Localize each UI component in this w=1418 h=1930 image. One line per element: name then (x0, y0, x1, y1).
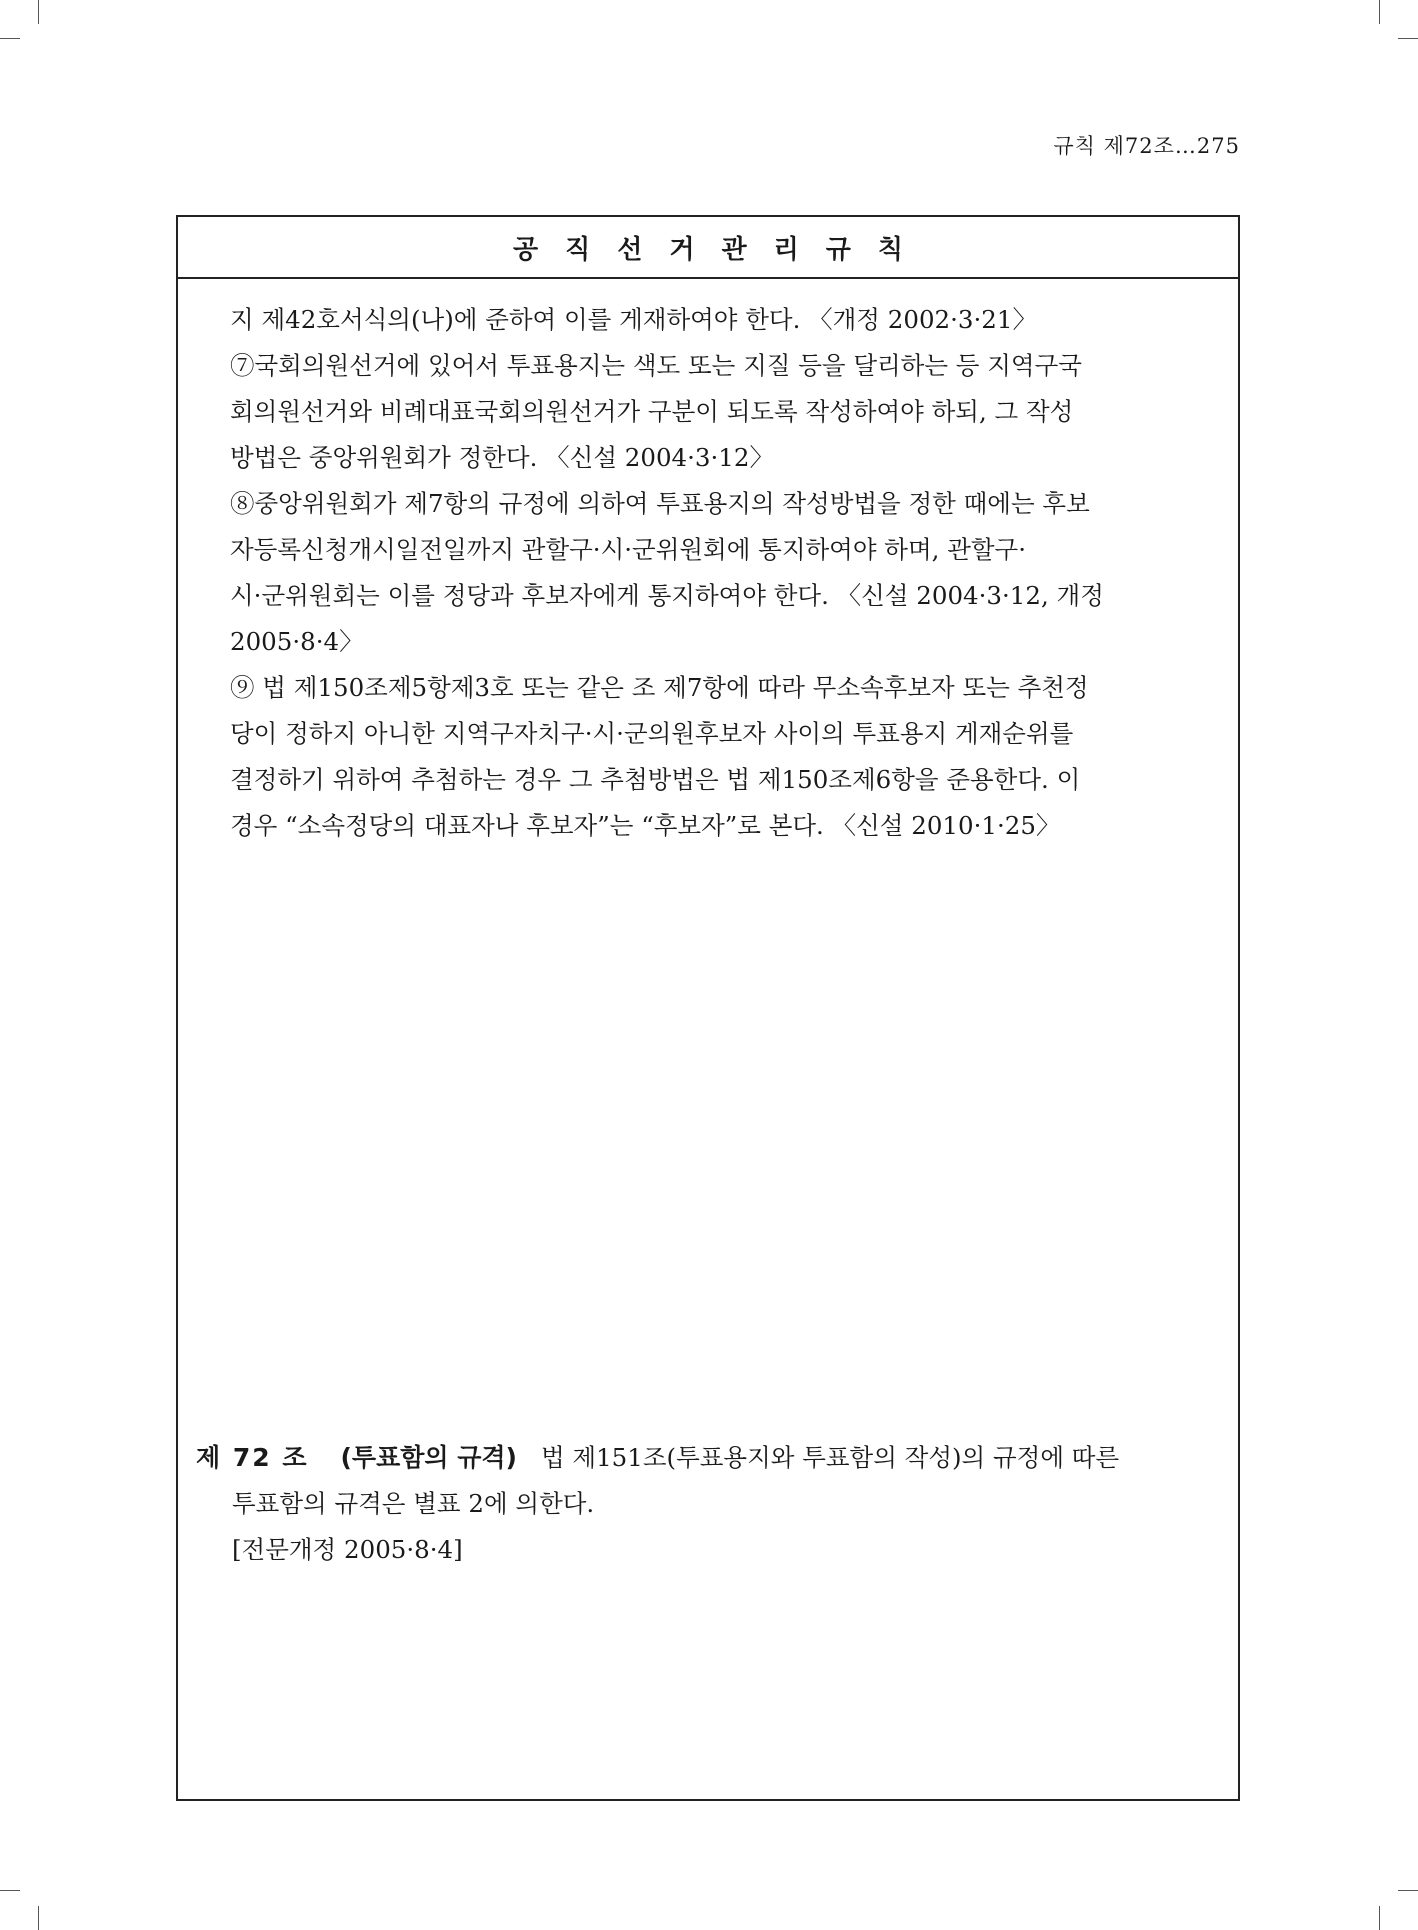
regulation-frame (176, 215, 1240, 1801)
article-72 (196, 1435, 1236, 1573)
paragraph-7: ⑦국회의원선거에 있어서 투표용지는 색도 또는 지질 등을 달리하는 등 지역구국 회의원선거와 비례대표국회의원선거가 구분이 되도록 작성하여야 하되, 그 작성 방법은 중앙위원회가 정한다. 〈신설 2004·3·12〉 (230, 351, 1082, 472)
running-header: 규칙 제72조…275 (1053, 134, 1240, 158)
article-caption: (투표함의 규격) (340, 1443, 517, 1472)
article-text-second: 투표함의 규격은 별표 2에 의한다. (232, 1489, 595, 1518)
frame-body (230, 297, 1210, 849)
article-text-first: 법 제151조(투표용지와 투표함의 작성)의 규정에 따른 (540, 1443, 1120, 1472)
crop-mark-bottom-right-v (1379, 1906, 1380, 1930)
crop-mark-top-left-v (38, 0, 39, 24)
article-number: 제 72 조 (196, 1443, 309, 1472)
crop-mark-top-right-h (1398, 38, 1418, 39)
paragraph-continuation: 지 제42호서식의(나)에 준하여 이를 게재하여야 한다. 〈개정 2002·3·21〉 (230, 305, 1037, 334)
crop-mark-bottom-left-v (38, 1906, 39, 1930)
paragraph-9: ⑨ 법 제150조제5항제3호 또는 같은 조 제7항에 따라 무소속후보자 또는 추천정 당이 정하지 아니한 지역구자치구·시·군의원후보자 사이의 투표용지 게재순위를 결정하기 위하여 추첨하는 경우 그 추첨방법은 법 제150조제6항을 준용한다. 이 경우 “소속정당의 대표자나 후보자”는 “후보자”로 본다. 〈신설 2010·1·25〉 (230, 673, 1089, 840)
crop-mark-top-right-v (1379, 0, 1380, 24)
crop-mark-bottom-right-h (1398, 1890, 1418, 1891)
crop-mark-bottom-left-h (0, 1890, 20, 1891)
article-note: [전문개정 2005·8·4] (232, 1535, 463, 1564)
crop-mark-top-left-h (0, 38, 20, 39)
frame-title: 공직선거관리규칙 (178, 217, 1238, 279)
paragraph-8: ⑧중앙위원회가 제7항의 규정에 의하여 투표용지의 작성방법을 정한 때에는 후보 자등록신청개시일전일까지 관할구·시·군위원회에 통지하여야 하며, 관할구· 시·군위원회는 이를 정당과 후보자에게 통지하여야 한다. 〈신설 2004·3·12, 개정 2005·8·4〉 (230, 489, 1104, 656)
article-head (196, 1435, 1236, 1481)
